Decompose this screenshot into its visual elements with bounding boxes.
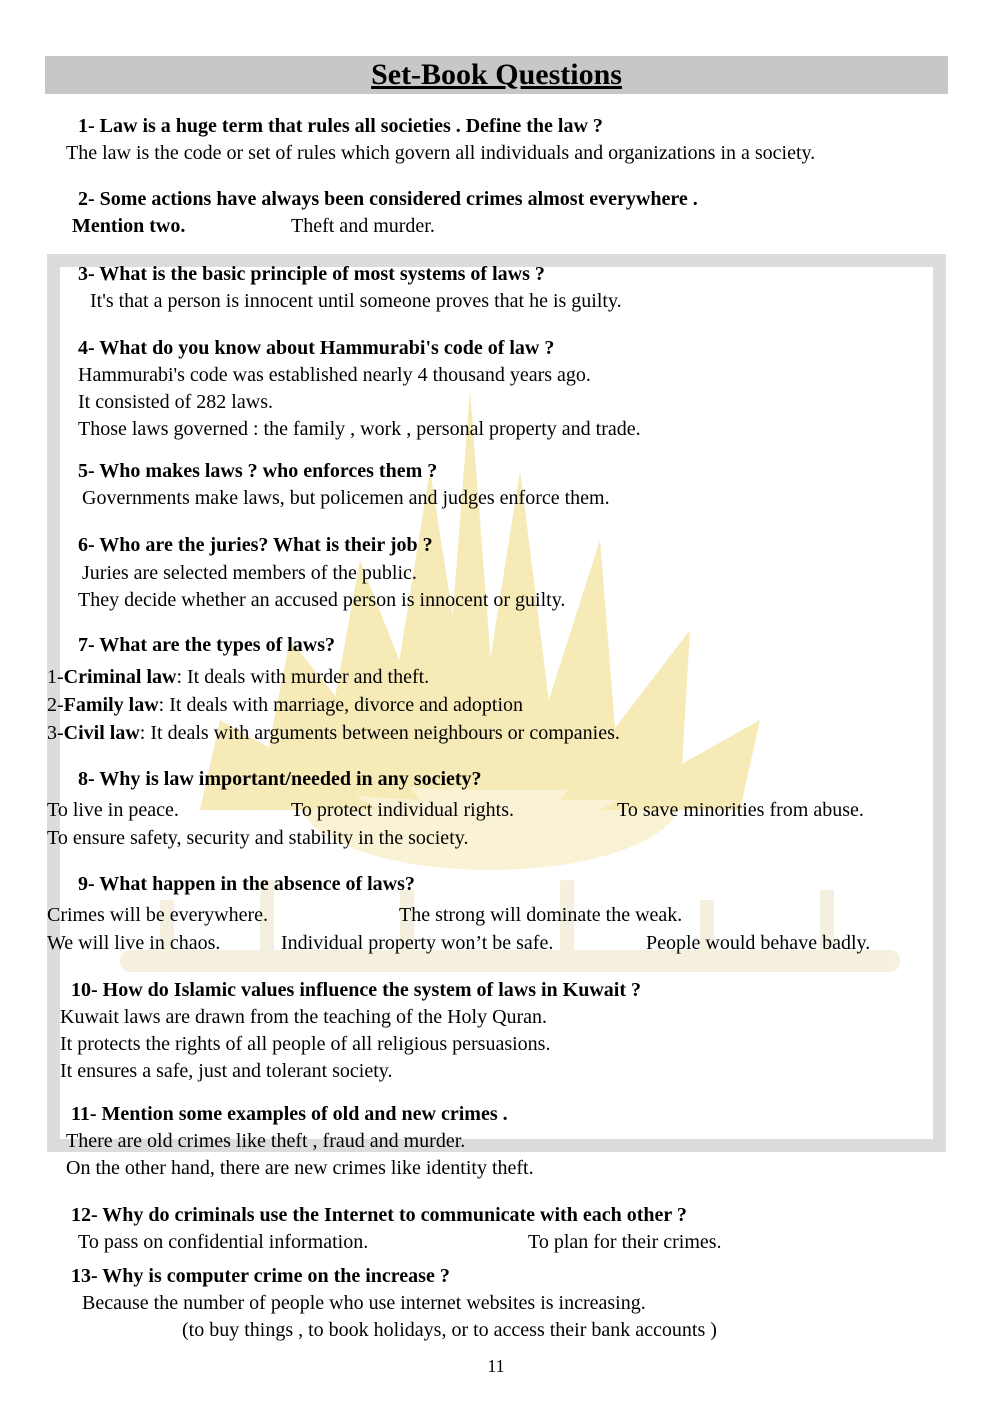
question-12: 12- Why do criminals use the Internet to communicate with each other ? xyxy=(71,1204,687,1226)
answer-4-line: Those laws governed : the family , work , personal property and trade. xyxy=(78,418,641,440)
answer-9-item: The strong will dominate the weak. xyxy=(399,904,683,926)
title-bar xyxy=(45,56,948,94)
answer-6-line: Juries are selected members of the public. xyxy=(82,562,417,584)
question-2: 2- Some actions have always been considered crimes almost everywhere . xyxy=(78,188,698,210)
answer-12-item: To plan for their crimes. xyxy=(528,1231,722,1253)
answer-6-line: They decide whether an accused person is innocent or guilty. xyxy=(78,589,566,611)
answer-3: It's that a person is innocent until someone proves that he is guilty. xyxy=(90,290,622,312)
answer-10-line: It ensures a safe, just and tolerant society. xyxy=(60,1060,393,1082)
question-13: 13- Why is computer crime on the increase ? xyxy=(71,1265,450,1287)
answer-8-item: To ensure safety, security and stability in the society. xyxy=(47,827,469,849)
page-title: Set-Book Questions xyxy=(371,58,622,91)
question-4: 4- What do you know about Hammurabi's code of law ? xyxy=(78,337,555,359)
answer-11-line: There are old crimes like theft , fraud and murder. xyxy=(66,1130,466,1152)
question-1: 1- Law is a huge term that rules all societies . Define the law ? xyxy=(78,115,603,137)
answer-12-item: To pass on confidential information. xyxy=(78,1231,369,1253)
answer-13-line: (to buy things , to book holidays, or to access their bank accounts ) xyxy=(182,1319,717,1341)
answer-5: Governments make laws, but policemen and judges enforce them. xyxy=(82,487,610,509)
question-11: 11- Mention some examples of old and new crimes . xyxy=(71,1103,508,1125)
law-type-item xyxy=(47,667,429,687)
answer-8-item: To protect individual rights. xyxy=(291,799,515,821)
answer-2: Theft and murder. xyxy=(291,215,435,237)
answer-11-line: On the other hand, there are new crimes like identity theft. xyxy=(66,1157,534,1179)
question-5: 5- Who makes laws ? who enforces them ? xyxy=(78,460,438,482)
question-2-line-2: Mention two. xyxy=(72,215,186,237)
question-7: 7- What are the types of laws? xyxy=(78,634,336,656)
law-type-number: 2- xyxy=(47,694,64,716)
answer-13-line: Because the number of people who use internet websites is increasing. xyxy=(82,1292,646,1314)
question-6: 6- Who are the juries? What is their job ? xyxy=(78,534,433,556)
answer-4-line: Hammurabi's code was established nearly 4 thousand years ago. xyxy=(78,364,591,386)
law-type-term: Criminal law xyxy=(63,666,177,688)
law-type-number: 1- xyxy=(47,666,64,688)
question-10: 10- How do Islamic values influence the system of laws in Kuwait ? xyxy=(71,979,641,1001)
question-8: 8- Why is law important/needed in any society? xyxy=(78,768,482,790)
answer-10-line: It protects the rights of all people of all religious persuasions. xyxy=(60,1033,551,1055)
law-type-number: 3- xyxy=(47,722,64,744)
law-type-desc: : It deals with marriage, divorce and adoption xyxy=(158,694,523,716)
law-type-term: Family law xyxy=(63,694,159,716)
law-type-desc: : It deals with murder and theft. xyxy=(176,666,430,688)
answer-4-line: It consisted of 282 laws. xyxy=(78,391,273,413)
answer-1: The law is the code or set of rules which govern all individuals and organizations in a society. xyxy=(66,142,816,164)
law-type-item xyxy=(47,695,523,715)
question-3: 3- What is the basic principle of most systems of laws ? xyxy=(78,263,545,285)
answer-9-item: Crimes will be everywhere. xyxy=(47,904,269,926)
law-type-item xyxy=(47,723,620,743)
answer-9-item: People would behave badly. xyxy=(646,932,871,954)
law-type-desc: : It deals with arguments between neighbours or companies. xyxy=(139,722,620,744)
answer-9-item: We will live in chaos. xyxy=(47,932,221,954)
answer-8-item: To live in peace. xyxy=(47,799,179,821)
answer-9-item: Individual property won’t be safe. xyxy=(281,932,554,954)
answer-10-line: Kuwait laws are drawn from the teaching of the Holy Quran. xyxy=(60,1006,548,1028)
answer-8-item: To save minorities from abuse. xyxy=(617,799,864,821)
page-number: 11 xyxy=(487,1356,505,1376)
question-9: 9- What happen in the absence of laws? xyxy=(78,873,415,895)
law-type-term: Civil law xyxy=(63,722,140,744)
